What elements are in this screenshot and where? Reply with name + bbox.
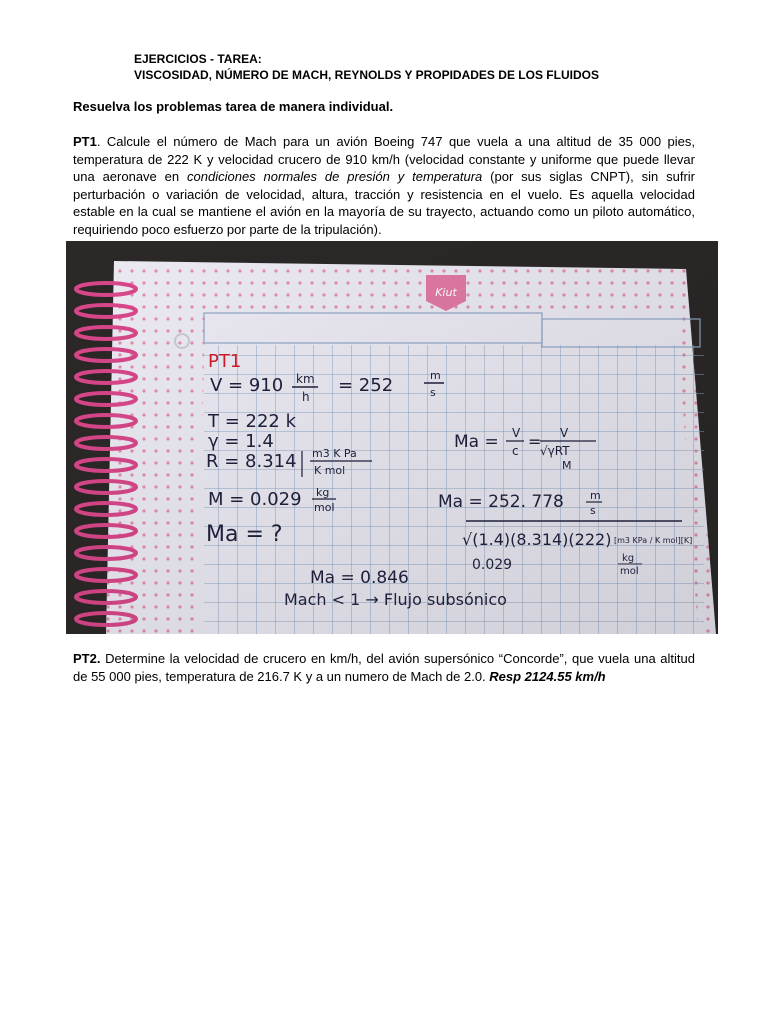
hw-gamma: γ = 1.4 [208,431,274,452]
hw-ma-question: Ma = ? [206,522,283,547]
hw-conclusion: Mach < 1 → Flujo subsónico [284,590,507,609]
pt1-paragraph [73,133,695,239]
hw-formula-sqrt: √γRT [540,444,570,458]
instruction-text: Resuelva los problemas tarea de manera individual. [73,99,394,114]
pt2-label: PT2. [73,651,101,666]
hw-unit-m-den: mol [314,501,335,514]
hw-molar-mass: M = 0.029 [208,489,302,510]
hw-velocity-a: V = 910 [210,375,284,396]
hw-denominator-m: 0.029 [472,557,513,573]
hw-formula-m: M [562,459,572,472]
hw-formula-lhs: Ma = [454,432,499,452]
hw-unit-m-num: kg [316,486,330,499]
hw-ma-calc-unit-den: s [590,504,596,517]
hw-unit-ms-den: s [430,386,436,399]
pt1-text-italic: condiciones normales de presión y temperatura [187,169,483,185]
hw-r-constant: R = 8.314 [206,451,297,472]
hw-formula-eq: = [528,432,542,451]
hw-unit-ms-num: m [430,369,441,382]
hw-denominator-m-unit-num: kg [622,553,635,564]
pt2-text: Determine la velocidad de crucero en km/h, del avión supersónico “Concorde”, que vuela una altitud de 55 000 pies, temperatura de 216.7 K y a un numero de Mach de 2.0. [73,651,695,684]
pt2-answer: Resp 2124.55 km/h [489,668,606,684]
hw-ma-calc-lhs: Ma = 252. 778 [438,492,564,512]
hw-result: Ma = 0.846 [310,568,409,588]
hw-unit-kmh-den: h [302,390,310,404]
hw-ma-calc-unit-num: m [590,489,601,502]
hw-unit-r-num: m3 K Pa [312,447,357,460]
header-line-1: EJERCICIOS - TAREA: [134,52,262,66]
hw-denominator: √(1.4)(8.314)(222) [462,530,612,549]
hw-formula-v1: V [512,426,521,440]
hw-velocity-b: = 252 [338,375,394,396]
hw-formula-v2: V [560,426,569,440]
hw-heading: PT1 [208,351,242,372]
hw-temperature: T = 222 k [208,411,297,432]
pt1-label: PT1 [73,134,97,149]
header-line-2: VISCOSIDAD, NÚMERO DE MACH, REYNOLDS Y PROPIDADES DE LOS FLUIDOS [134,68,599,82]
hw-formula-c: c [512,444,519,458]
document-header [134,51,599,83]
notebook-photo [66,241,718,634]
hw-unit-kmh-num: km [296,372,315,386]
hw-denominator-units: [m3 KPa / K mol][K] [614,536,693,545]
pt2-paragraph [73,650,695,685]
hw-unit-r-den: K mol [314,464,346,477]
pt1-text-a: . Calcule el número de Mach para un avión Boeing 747 que vuela a una altitud de 35 000 pies, temperatura de 222 K y velocidad crucero de 910 km/h (velocidad constante y uniforme que puede llevar una aeronave en [73,134,695,185]
pt1-text-b: (por sus siglas CNPT), sin sufrir perturbación o variación de velocidad, altura, tracción y resistencia en el vuelo. Es aquella velocidad estable en la cual se mantiene el avión en la mayoría de su trayecto, actuando como un piloto automático, requiriendo poco esfuerzo por parte de la tripulación). [73,169,695,237]
hw-denominator-m-unit-den: mol [620,566,639,577]
